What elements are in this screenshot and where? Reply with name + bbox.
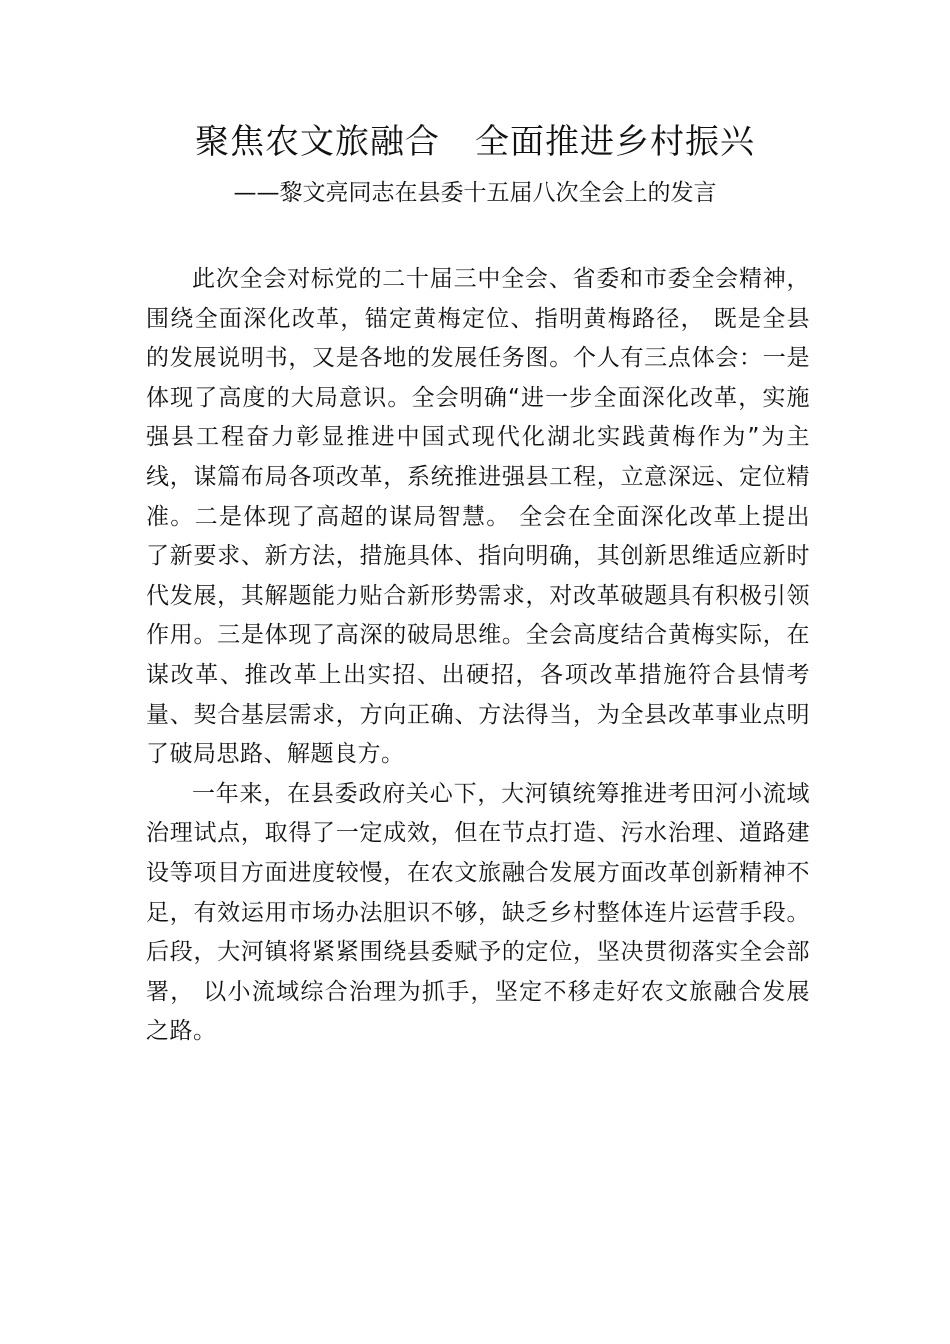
document-title: 聚焦农文旅融合 全面推进乡村振兴: [195, 122, 755, 162]
document-body: [146, 260, 810, 1052]
paragraph-2: 一年来，在县委政府关心下，大河镇统筹推进考田河小流域治理试点，取得了一定成效，但在节点打造、污水治理、道路建设等项目方面进度较慢，在农文旅融合发展方面改革创新精神不足，有效运用市场办法胆识不够，缺乏乡村整体连片运营手段。后段，大河镇将紧紧围绕县委赋予的定位，坚决贯彻落实全会部署， 以小流域综合治理为抓手，坚定不移走好农文旅融合发展之路。: [146, 780, 810, 1045]
paragraph-1: 此次全会对标党的二十届三中全会、省委和市委全会精神，围绕全面深化改革，锚定黄梅定位、指明黄梅路径， 既是全县的发展说明书，又是各地的发展任务图。个人有三点体会：一是体现了高度的大局意识。全会明确“进一步全面深化改革，实施强县工程奋力彰显推进中国式现代化湖北实践黄梅作为”为主线，谋篇布局各项改革，系统推进强县工程，立意深远、定位精准。二是体现了高超的谋局智慧。 全会在全面深化改革上提出了新要求、新方法，措施具体、指向明确，其创新思维适应新时代发展，其解题能力贴合新形势需求，对改革破题具有积极引领作用。三是体现了高深的破局思维。全会高度结合黄梅实际，在谋改革、推改革上出实招、出硬招，各项改革措施符合县情考量、契合基层需求，方向正确、方法得当，为全县改革事业点明了破局思路、解题良方。: [146, 266, 810, 768]
document-subtitle: ——黎文亮同志在县委十五届八次全会上的发言: [233, 180, 717, 206]
